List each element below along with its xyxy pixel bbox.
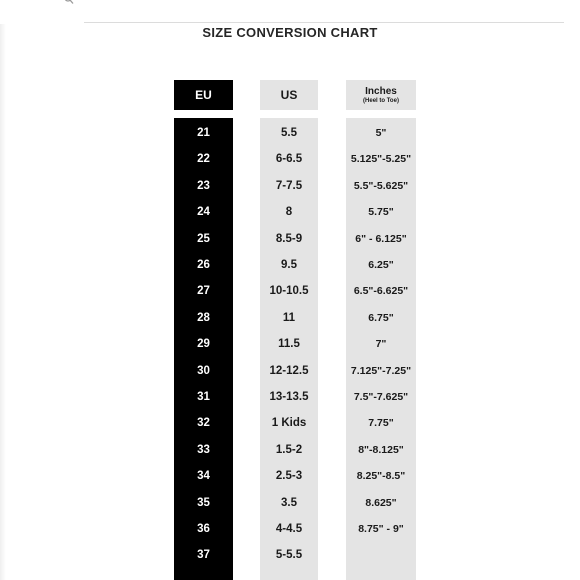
us-cell: 13-13.5 [269, 391, 309, 403]
header-us-label: US [280, 88, 298, 102]
eu-cell: 33 [197, 443, 210, 456]
us-cell: 6-6.5 [275, 153, 303, 166]
inches-cell: 8.75" - 9" [358, 523, 404, 535]
us-cell: 5.5 [281, 127, 297, 139]
us-cell: 8 [285, 206, 293, 219]
eu-cell: 30 [197, 364, 210, 377]
search-bar-edge [0, 0, 580, 24]
eu-cell: 32 [197, 417, 210, 430]
eu-cell: 34 [197, 470, 210, 483]
eu-cell: 27 [197, 285, 210, 298]
inches-cell: 8"-8.125" [358, 443, 404, 456]
us-cell: 9.5 [281, 259, 297, 271]
inches-cell: 7.5"-7.625" [353, 391, 409, 403]
search-icon[interactable] [64, 0, 74, 6]
us-cell: 11.5 [278, 338, 300, 351]
chart-title: SIZE CONVERSION CHART [202, 25, 378, 40]
us-cell: 3.5 [281, 496, 297, 509]
us-cell: 8.5-9 [275, 232, 303, 245]
inches-cell: 6.75" [368, 311, 394, 324]
header-us [260, 80, 318, 110]
us-column [260, 118, 318, 580]
edge-shadow [0, 0, 6, 580]
inches-cell: 5" [375, 127, 387, 139]
eu-cell: 29 [197, 338, 210, 351]
inches-cell: 8.625" [365, 496, 397, 509]
inches-cell: 5.125"-5.25" [350, 153, 412, 166]
inches-column [346, 118, 416, 580]
us-cell: 2.5-3 [275, 470, 303, 483]
us-cell: 7-7.5 [275, 179, 303, 192]
inches-cell [346, 542, 416, 568]
header-inches-label: Inches [365, 85, 397, 97]
eu-cell: 36 [197, 523, 210, 535]
us-cell: 1.5-2 [275, 443, 303, 456]
eu-column [174, 118, 233, 580]
inches-cell: 8.25"-8.5" [356, 470, 406, 483]
eu-cell: 23 [197, 179, 210, 192]
header-eu [174, 80, 233, 110]
eu-cell: 26 [197, 259, 210, 271]
us-cell: 12-12.5 [269, 364, 309, 377]
eu-cell: 35 [197, 496, 210, 509]
eu-cell: 24 [197, 206, 210, 219]
search-field-border [84, 22, 564, 23]
inches-cell: 5.75" [368, 206, 394, 219]
inches-cell: 7.75" [368, 417, 394, 430]
inches-cell: 6.25" [368, 259, 394, 271]
header-inches-sublabel: (Heel to Toe) [363, 97, 399, 104]
inches-cell: 7.125"-7.25" [350, 364, 412, 377]
us-cell: 5-5.5 [275, 549, 303, 562]
eu-cell: 22 [197, 153, 210, 166]
inches-cell: 7" [375, 338, 387, 351]
us-cell: 10-10.5 [269, 285, 309, 298]
eu-cell: 25 [197, 232, 210, 245]
us-cell: 11 [282, 311, 296, 324]
eu-cell: 28 [197, 311, 210, 324]
inches-cell: 5.5"-5.625" [353, 179, 409, 192]
inches-cell: 6.5"-6.625" [353, 285, 409, 298]
inches-cell: 6" - 6.125" [355, 232, 407, 245]
us-cell: 1 Kids [271, 417, 307, 430]
eu-cell: 21 [197, 127, 210, 139]
header-eu-label: EU [195, 88, 212, 102]
eu-cell: 37 [197, 549, 210, 562]
eu-cell: 31 [197, 391, 210, 403]
us-cell: 4-4.5 [275, 523, 303, 535]
header-inches [346, 80, 416, 110]
